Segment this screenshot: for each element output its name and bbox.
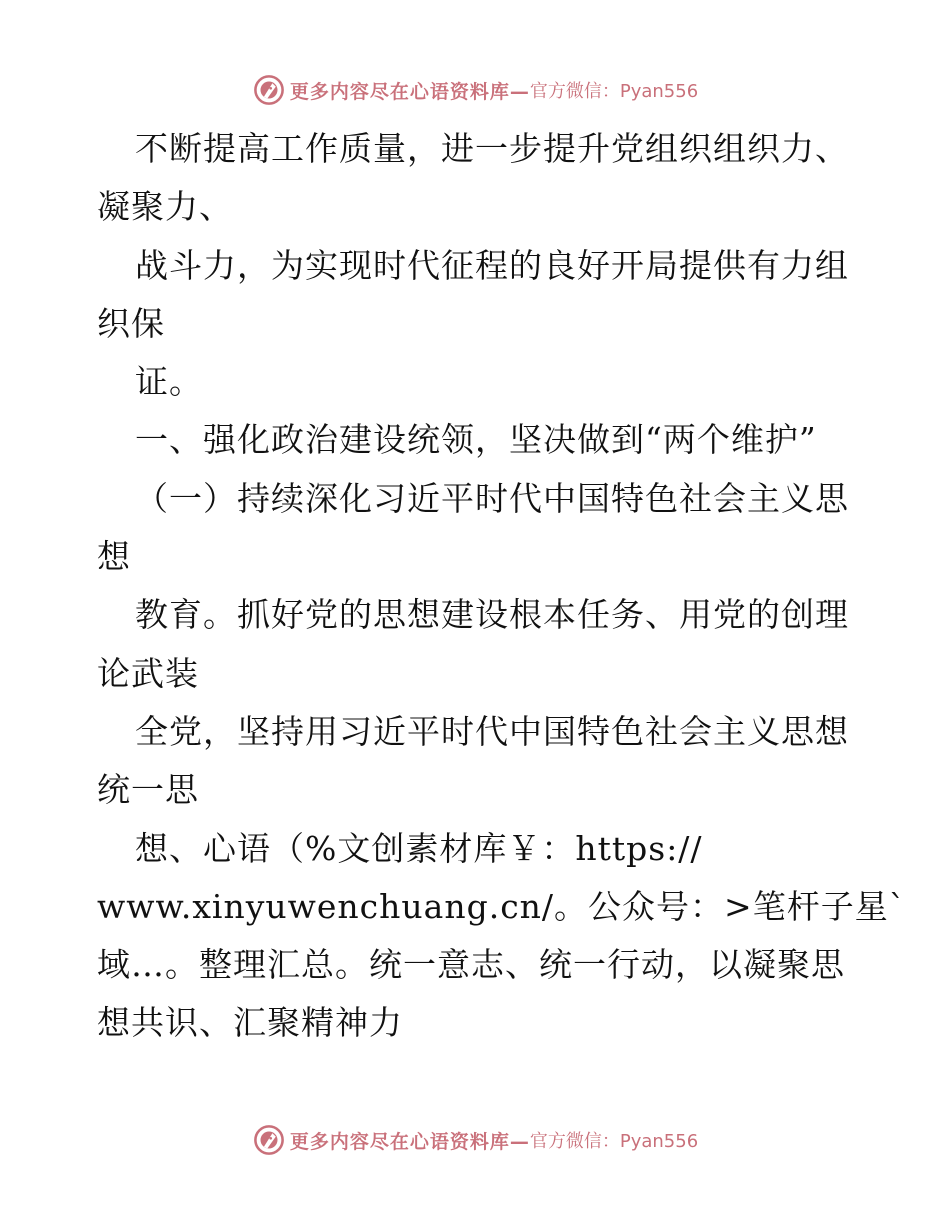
footer-brand-text: 更多内容尽在心语资料库— xyxy=(289,1130,530,1153)
body-line: 凝聚力、 xyxy=(97,187,233,227)
body-line: 不断提高工作质量，进一步提升党组织组织力、 xyxy=(135,129,849,168)
footer-watermark xyxy=(0,1120,950,1160)
body-line: 战斗力，为实现时代征程的良好开局提供有力组 xyxy=(135,245,849,285)
section-heading: 一、强化政治建设统领，坚决做到“两个维护” xyxy=(135,420,817,460)
header-watermark xyxy=(0,70,950,110)
body-line: 想 xyxy=(97,537,131,577)
body-line: www.xinyuwenchuang.cn/。公众号：>笔杆子星` xyxy=(97,886,907,926)
header-wechat-text: 官方微信：Pyan556 xyxy=(529,81,699,102)
body-line: 想共识、汇聚精神力 xyxy=(97,1003,403,1043)
body-line: 全党，坚持用习近平时代中国特色社会主义思想 xyxy=(135,711,849,751)
pen-nib-logo-icon xyxy=(252,73,286,107)
body-line: 织保 xyxy=(97,303,165,343)
footer-wechat-text: 官方微信：Pyan556 xyxy=(529,1131,699,1152)
document-body xyxy=(97,120,907,1053)
pen-nib-logo-icon xyxy=(252,1123,286,1157)
body-line: 论武装 xyxy=(97,653,199,693)
subsection-heading: （一）持续深化习近平时代中国特色社会主义思 xyxy=(135,478,849,518)
body-line: 想、心语（%文创素材库￥：https:// xyxy=(135,828,703,868)
body-line: 教育。抓好党的思想建设根本任务、用党的创理 xyxy=(135,595,849,635)
body-line: 统一思 xyxy=(97,770,199,810)
body-line: 证。 xyxy=(135,362,203,402)
header-brand-text: 更多内容尽在心语资料库— xyxy=(289,80,530,103)
body-line: 域…。整理汇总。统一意志、统一行动，以凝聚思 xyxy=(97,945,845,985)
